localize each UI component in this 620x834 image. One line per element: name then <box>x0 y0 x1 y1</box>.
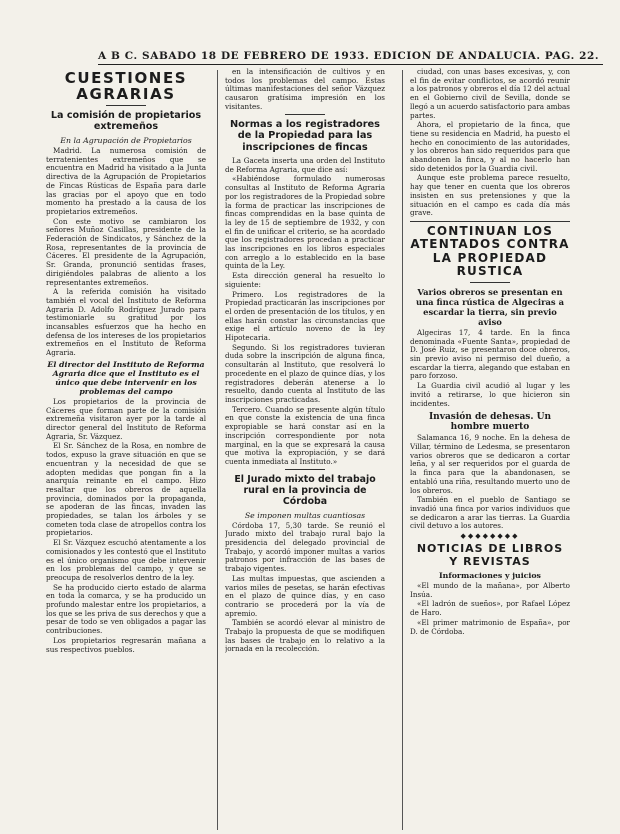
headline-noticias-libros: NOTICIAS DE LIBROS Y REVISTAS <box>416 542 564 568</box>
jurado-body <box>225 522 385 655</box>
paragraph: Esta dirección general ha resuelto lo siguiente: <box>225 271 385 289</box>
intro-body <box>410 68 570 218</box>
divider <box>410 221 570 222</box>
paragraph: en la intensificación de cultivos y en todos los problemas del campo. Estas últimas manifestaciones del señor Vázquez causaron gratísima impresión en los visitantes. <box>225 68 385 111</box>
paragraph: Segundo. Si los registradores tuvieran duda sobre la inscripción de alguna finca, consultarán al Instituto, que resolverá lo procedente en el plazo de quince días, y los registradores deberán atenerse a lo resuelto, dando cuenta al Instituto de las inscripciones practicadas. <box>225 342 385 404</box>
paragraph: El Sr. Sánchez de la Rosa, en nombre de todos, expuso la grave situación en que se encuentran y la necesidad de que se adopten medidas que pongan fin a la anarquía reinante en el campo. Hizo resaltar que los obreros de aquella provincia, dominados por la propaganda, se apoderan de las fincas, invaden las propiedades, se talan los árboles y se cometen toda clase de atropellos contra los propietarios. <box>46 441 206 538</box>
paragraph: «Habiéndose formulado numerosas consultas al Instituto de Reforma Agraria por los registradores de la Propiedad sobre la forma de practicar las inscripciones de fincas comprendidas en la base quinta de la ley de 15 de septiembre de 1932, y con el fin de unificar el criterio, se ha acordado que los registradores procedan a practicar las inscripciones en los libros especiales con arreglo a lo establecido en la base quinta de la Ley. <box>225 174 385 271</box>
paragraph: El Sr. Vázquez escuchó atentamente a los comisionados y les contestó que el Instituto es el único organismo que debe intervenir en los problemas del campo, y que se preocupa de resolverlos dentro de la ley. <box>46 538 206 582</box>
headline-normas-registradores: Normas a los registradores de la Propiedad para las inscripciones de fincas <box>229 118 381 153</box>
paragraph: Madrid. La numerosa comisión de terratenientes extremeños que se encuentra en Madrid ha visitado a la Junta directiva de la Agrupación de Propietarios de Fincas Rústicas de España para darle las gracias por el apoyo que en todo momento ha prestado a la causa de los propietarios extremeños. <box>46 146 206 216</box>
paragraph: Se ha producido cierto estado de alarma en toda la comarca, y se ha producido un profundo malestar entre los propietarios, a los que se les priva de sus derechos y que a pesar de todo se ven obligados a pagar las contribuciones. <box>46 582 206 636</box>
divider <box>285 469 325 470</box>
headline-continuan-atentados: CONTINUAN LOS ATENTADOS CONTRA LA PROPIEDAD RUSTICA <box>410 223 570 279</box>
section-1-body <box>46 147 206 358</box>
column-3 <box>410 68 570 833</box>
paragraph: Algeciras 17, 4 tarde. En la finca denominada «Fuente Santa», propiedad de D. José Ruiz, se presentaron doce obreros, sin previo aviso ni permiso del dueño, a escardar la tierra, alegando que estaban en paro forzoso. <box>410 327 570 381</box>
paragraph: A la referida comisión ha visitado también el vocal del Instituto de Reforma Agraria D. Adolfo Rodríguez Jurado para testimoniarle su gratitud por los incansables esfuerzos que ha hecho en defensa de los intereses de los propietarios extremeños en el Instituto de Reforma Agraria. <box>46 287 206 358</box>
books-list <box>410 582 570 636</box>
list-item: «El primer matrimonio de España», por D. de Córdoba. <box>410 617 570 636</box>
normas-body <box>225 157 385 467</box>
column-2 <box>225 68 385 833</box>
paragraph: Primero. Los registradores de la Propiedad practicarán las inscripciones por el orden de presentación de los títulos, y en ellas harán constar las circunstancias que exige el artículo noveno de la ley Hipotecaria. <box>225 289 385 343</box>
headline-invasion-dehesas: Invasión de dehesas. Un hombre muerto <box>428 412 552 433</box>
section-2-body <box>46 398 206 654</box>
dehesas-body <box>410 434 570 531</box>
paragraph: Las multas impuestas, que ascienden a varios miles de pesetas, se harán efectivas en el plazo de quince días, y en caso contrario se procederá por la vía de apremio. <box>225 573 385 618</box>
subhead-multas: Se imponen multas cuantiosas <box>244 510 366 520</box>
paragraph: Ahora, el propietario de la finca, que tiene su residencia en Madrid, ha puesto el hecho en conocimiento de las autoridades, y los obreros han sido requeridos para que abandonen la finca, y al no hacerlo han sido detenidos por la Guardia civil. <box>410 120 570 173</box>
divider <box>470 282 510 283</box>
subhead-comision: La comisión de propietarios extremeños <box>50 110 202 132</box>
ornament-divider: ◆◆◆◆◆◆◆◆ <box>460 532 520 541</box>
paragraph: Córdoba 17, 5,30 tarde. Se reunió el Jurado mixto del trabajo rural bajo la presidencia del delegado provincial de Trabajo, y acordó imponer multas a varios patronos por infracción de las bases de trabajo vigentes. <box>225 520 385 574</box>
paragraph: También en el pueblo de Santiago se invadió una finca por varios individuos que se dedicaron a arar las tierras. La Guardia civil detuvo a los autores. <box>410 495 570 531</box>
column-divider-1 <box>217 70 218 830</box>
paragraph: Con este motivo se cambiaron los señores Muñoz Casillas, presidente de la Federación de Sindicatos, y Sánchez de la Rosa, representantes de la provincia de Cáceres. El presidente de la Agrupación, Sr. Granda, pronunció sentidas frases, dirigiéndoles palabras de aliento a los representantes extremeños. <box>46 216 206 287</box>
section-title-director: El director del Instituto de Reforma Agraria dice que el Instituto es el único que debe intervenir en los problemas del campo <box>47 359 205 396</box>
paragraph: Los propietarios regresarán mañana a sus respectivos pueblos. <box>46 635 206 654</box>
column-divider-2 <box>402 70 403 830</box>
section-title-agrupacion: En la Agrupación de Propietarios <box>60 136 192 145</box>
headline-jurado-mixto: El Jurado mixto del trabajo rural en la provincia de Córdoba <box>234 473 376 507</box>
divider <box>285 114 325 115</box>
paragraph: Aunque este problema parece resuelto, hay que tener en cuenta que los obreros insisten en sus pretensiones y que la situación en el campo es cada día más grave. <box>410 173 570 218</box>
subhead-algeciras: Varios obreros se presentan en una finca rústica de Algeciras a escardar la tierra, sin previo aviso <box>416 286 564 327</box>
headline-cuestiones-agrarias: CUESTIONES AGRARIAS <box>64 69 188 103</box>
paragraph: Salamanca 16, 9 noche. En la dehesa de Villar, término de Ledesma, se presentaron varios obreros que se dedicaron a cortar leña, y al ser requeridos por el guarda de la finca para que la abandonasen, se entabló una riña, resultando muerto uno de los obreros. <box>410 433 570 495</box>
paragraph: Tercero. Cuando se presente algún título en que conste la existencia de una finca expropiable se hará constar así en la inscripción correspondiente por nota marginal, en la que se expresará la causa que motiva la expropiación, y se dará cuenta inmediata al Instituto.» <box>225 404 385 466</box>
subhead-informaciones: Informaciones y juicios <box>439 571 541 581</box>
paragraph: ciudad, con unas bases excesivas, y, con el fin de evitar conflictos, se acordó reunir a los patronos y obreros el día 12 del actual en el Gobierno civil de Sevilla, donde se llegó a un acuerdo satisfactorio para ambas partes. <box>410 68 570 120</box>
list-item: «El mundo de la mañana», por Alberto Insúa. <box>410 581 570 599</box>
algeciras-body <box>410 329 570 408</box>
divider <box>106 105 146 106</box>
paragraph: La Gaceta inserta una orden del Instituto de Reforma Agraria, que dice así: <box>225 156 385 174</box>
masthead-rule <box>98 64 603 65</box>
paragraph: Los propietarios de la provincia de Cáceres que forman parte de la comisión extremeña visitaron ayer por la tarde al director general del Instituto de Reforma Agraria, Sr. Vázquez. <box>46 396 206 441</box>
masthead: A B C. SABADO 18 DE FEBRERO DE 1933. EDICION DE ANDALUCIA. PAG. 22. <box>98 50 600 62</box>
list-item: «El ladrón de sueños», por Rafael López de Haro. <box>410 599 570 618</box>
column-1 <box>46 68 206 833</box>
paragraph: La Guardia civil acudió al lugar y les invitó a retirarse, lo que hicieron sin incidentes. <box>410 381 570 408</box>
paragraph: También se acordó elevar al ministro de Trabajo la propuesta de que se modifiquen las bases de trabajo en lo relativo a la jornada en la recolección. <box>225 618 385 654</box>
